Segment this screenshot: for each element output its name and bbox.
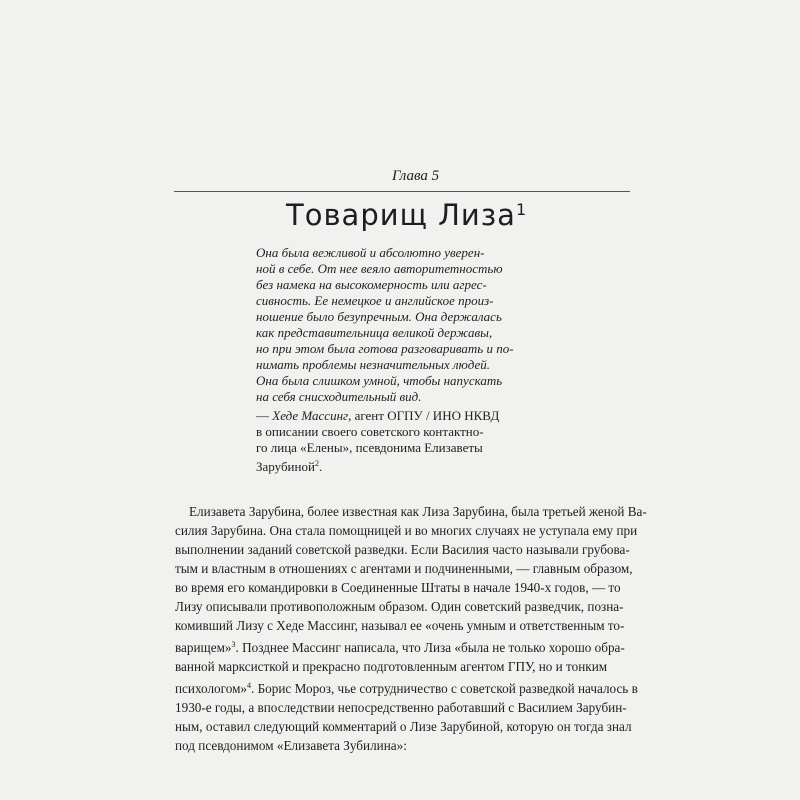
attribution-end: . bbox=[318, 459, 323, 474]
epigraph-line: ной в себе. От нее веяло авторитетностью bbox=[256, 261, 503, 276]
attribution-name: Хеде Массинг bbox=[272, 408, 349, 423]
footnote-marker: 4 bbox=[247, 681, 252, 690]
body-line: комивший Лизу с Хеде Массинг, называл ее «очень умным и ответственным то- bbox=[175, 618, 625, 633]
epigraph-line: Она была слишком умной, чтобы напускать bbox=[256, 373, 503, 388]
chapter-title-text: Товарищ Лиза bbox=[286, 198, 516, 232]
body-text bbox=[175, 502, 647, 755]
body-line bbox=[175, 635, 630, 657]
epigraph-line: на себя снисходительный вид. bbox=[256, 389, 422, 404]
body-line bbox=[175, 676, 638, 698]
attribution-surname: Зарубиной bbox=[256, 459, 315, 474]
body-line-rest: . Борис Мороз, чье сотрудничество с советской разведкой началось в bbox=[251, 681, 638, 696]
footnote-marker: 3 bbox=[231, 640, 236, 649]
body-line: ванной марксисткой и прекрасно подготовленным агентом ГПУ, но и тонким bbox=[175, 659, 608, 674]
body-line: 1930-е годы, а впоследствии непосредственно работавший с Василием Зарубин- bbox=[175, 700, 627, 715]
epigraph-line: без намека на высокомерность или агрес- bbox=[256, 277, 487, 292]
epigraph-line: нимать проблемы незначительных людей. bbox=[256, 357, 491, 372]
epigraph-line: Она была вежливой и абсолютно уверен- bbox=[256, 245, 485, 260]
footnote-marker: 2 bbox=[314, 459, 319, 468]
chapter-title bbox=[286, 198, 527, 232]
epigraph-line: как представительница великой державы, bbox=[256, 325, 493, 340]
body-line: Лизу описывали противоположным образом. Один советский разведчик, позна- bbox=[175, 599, 624, 614]
attribution-line bbox=[256, 408, 500, 424]
epigraph-line: ношение было безупречным. Она держалась bbox=[256, 309, 502, 324]
attribution-line: в описании своего советского контактно- bbox=[256, 424, 484, 439]
body-line: Елизавета Зарубина, более известная как Лиза Зарубина, была третьей женой Ва- bbox=[189, 504, 647, 519]
body-line: во время его командировки в Соединенные Штаты в начале 1940-х годов, — то bbox=[175, 580, 621, 595]
attribution-role: , агент ОГПУ / ИНО НКВД bbox=[348, 408, 500, 423]
body-line-start: варищем» bbox=[175, 640, 232, 655]
attribution-line: го лица «Елены», псевдонима Елизаветы bbox=[256, 440, 483, 455]
chapter-label: Глава 5 bbox=[392, 168, 440, 184]
attribution-dash: — bbox=[256, 408, 273, 423]
epigraph bbox=[256, 245, 514, 405]
body-line: под псевдонимом «Елизавета Зубилина»: bbox=[175, 738, 407, 753]
epigraph-line: сивность. Ее немецкое и английское произ- bbox=[256, 293, 494, 308]
epigraph-attribution bbox=[256, 408, 500, 475]
body-line: силия Зарубина. Она стала помощницей и во многих случаях не уступала ему при bbox=[175, 523, 638, 538]
body-line-rest: . Позднее Массинг написала, что Лиза «была не только хорошо обра- bbox=[235, 640, 625, 655]
body-line: тым и властным в отношениях с агентами и подчиненными, — главным образом, bbox=[175, 561, 633, 576]
chapter-rule bbox=[174, 191, 630, 192]
body-line: выполнении заданий советской разведки. Если Василия часто называли грубова- bbox=[175, 542, 630, 557]
body-line: ным, оставил следующий комментарий о Лизе Зарубиной, которую он тогда знал bbox=[175, 719, 632, 734]
epigraph-line: но при этом была готова разговаривать и по- bbox=[256, 341, 514, 356]
chapter-title-footnote: 1 bbox=[515, 200, 528, 219]
body-line-start: психологом» bbox=[175, 681, 248, 696]
attribution-line bbox=[256, 456, 496, 475]
